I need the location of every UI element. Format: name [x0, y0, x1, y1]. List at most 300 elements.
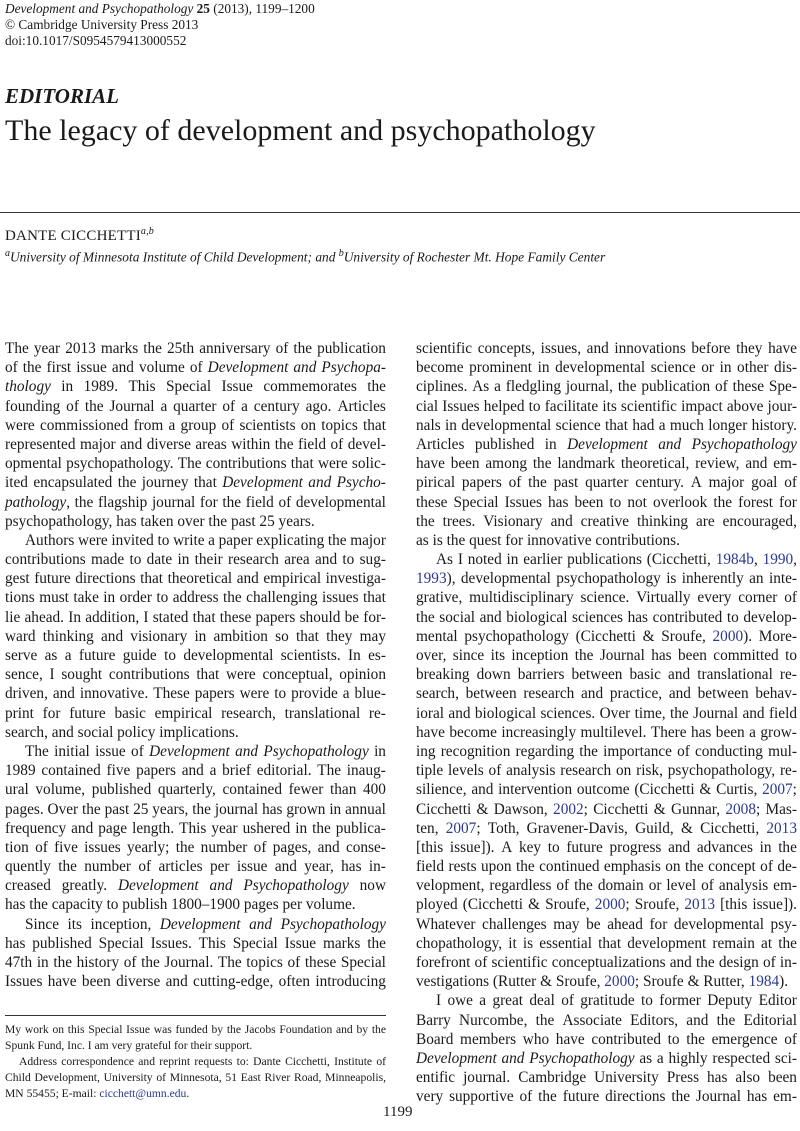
text-run: creative — [580, 512, 630, 530]
text-run: review, — [695, 455, 740, 473]
text-run: longer — [708, 416, 748, 434]
word-group — [627, 493, 647, 512]
word-group — [523, 550, 562, 569]
word-group — [182, 761, 204, 780]
citation-link[interactable]: 1984b — [715, 551, 754, 569]
text-run: and — [742, 704, 765, 722]
text-run: The — [25, 742, 49, 760]
word-group — [171, 895, 240, 914]
citation-link[interactable]: 1993 — [416, 570, 447, 588]
word-group — [489, 761, 502, 780]
text-line — [5, 857, 386, 876]
text-run: the — [538, 1088, 557, 1106]
text-run: history — [76, 954, 120, 971]
citation-link[interactable]: 2007 — [445, 819, 477, 837]
text-line — [5, 819, 386, 838]
word-group — [416, 915, 475, 934]
word-group — [71, 819, 93, 838]
word-group — [369, 857, 386, 876]
text-run: Whatever — [416, 915, 476, 933]
text-run: and — [581, 685, 604, 703]
word-group — [768, 742, 797, 761]
text-run: has — [627, 608, 649, 626]
word-group — [147, 435, 191, 454]
word-group — [139, 358, 185, 377]
text-run: Sroufe, — [555, 973, 601, 991]
text-run: of — [278, 493, 292, 511]
text-run: publica- — [335, 819, 386, 837]
text-run: a — [479, 992, 487, 1010]
text-run: Journal — [109, 397, 155, 415]
citation-link[interactable]: 2008 — [725, 800, 756, 818]
word-group — [696, 1087, 741, 1106]
text-run: scientific — [491, 954, 548, 971]
citation-link[interactable]: 1990 — [762, 551, 794, 569]
citation-link[interactable]: 2000 — [712, 627, 744, 645]
text-run: past — [553, 474, 579, 492]
word-group — [686, 1011, 708, 1030]
text-run: Deputy — [707, 992, 753, 1010]
word-group — [591, 1030, 661, 1049]
text-line — [416, 1087, 797, 1106]
text-run: ahead. — [24, 608, 65, 626]
text-line — [416, 377, 797, 396]
text-run: research — [228, 551, 279, 569]
author-affiliation-marks: a,b — [140, 226, 155, 237]
word-group — [360, 876, 386, 895]
word-group — [453, 646, 484, 665]
word-group — [442, 397, 479, 416]
text-run: the — [532, 455, 552, 473]
text-line — [5, 761, 386, 780]
text-run: essential — [539, 934, 592, 952]
word-group — [643, 972, 684, 991]
word-group — [91, 915, 152, 934]
text-run: or — [648, 877, 662, 895]
word-group — [561, 991, 574, 1010]
text-run: key — [518, 838, 542, 856]
word-group — [416, 761, 443, 780]
text-run: and — [586, 340, 609, 357]
text-run: addition, — [85, 608, 140, 626]
text-line — [5, 435, 386, 454]
text-run: and — [668, 666, 691, 684]
text-run: entific — [416, 1069, 456, 1087]
text-run: vestigations — [416, 973, 490, 991]
text-run: The — [317, 762, 342, 780]
word-group — [75, 493, 94, 512]
word-group — [670, 704, 689, 723]
text-run: of — [123, 954, 137, 971]
word-group — [173, 531, 204, 550]
journal-title-italic: Psychopathology — [691, 435, 797, 453]
text-run: I — [49, 666, 55, 684]
text-run: in — [719, 359, 732, 377]
word-group — [5, 761, 36, 780]
word-group — [449, 1087, 514, 1106]
word-group — [192, 800, 211, 819]
text-run: over — [177, 512, 205, 530]
word-group — [433, 531, 443, 550]
word-group — [447, 531, 466, 550]
text-run: Special — [232, 934, 278, 952]
text-run: a — [168, 416, 176, 434]
word-group — [5, 512, 112, 531]
text-run: conse- — [345, 838, 386, 856]
text-run: inte- — [768, 570, 797, 588]
citation-link[interactable]: 2013 — [766, 819, 797, 837]
word-group — [618, 377, 637, 396]
word-group — [548, 838, 560, 857]
word-group — [164, 953, 213, 972]
word-group — [563, 1087, 600, 1106]
journal-title-italic: Development — [159, 915, 241, 933]
word-group — [566, 377, 613, 396]
text-run: were — [239, 685, 270, 703]
text-run: over, — [416, 647, 447, 664]
word-group — [527, 531, 592, 550]
word-group — [416, 435, 464, 454]
text-run: Issue — [221, 378, 253, 396]
text-run: a — [241, 397, 248, 415]
text-run: psy- — [770, 915, 797, 933]
text-run: to — [156, 589, 169, 607]
text-run: year — [211, 819, 238, 837]
word-group — [140, 512, 173, 531]
text-run: ing — [416, 742, 436, 760]
text-run: has — [651, 647, 672, 664]
word-group — [671, 1087, 690, 1106]
text-run: deal — [529, 992, 555, 1010]
affiliation-a: University of Minnesota Institute of Child Development; and — [10, 249, 339, 265]
text-run: Over — [47, 800, 79, 818]
text-run: issue]). — [752, 896, 797, 914]
text-run: tions — [5, 589, 35, 607]
footnote-rule — [5, 1015, 386, 1016]
text-run: Special — [98, 934, 144, 952]
text-line — [5, 454, 386, 473]
citation-link[interactable]: 2013 — [684, 896, 715, 914]
text-run: This — [128, 378, 156, 396]
citation-link[interactable]: 2007 — [762, 781, 793, 799]
text-run: Issues — [5, 973, 43, 991]
text-run: issues — [84, 838, 121, 856]
word-group — [768, 1068, 797, 1087]
word-group — [286, 800, 325, 819]
text-run: psychopathology — [464, 627, 569, 645]
word-group — [133, 800, 148, 819]
word-group — [688, 972, 700, 991]
text-line — [416, 761, 797, 780]
text-run: the — [53, 954, 73, 971]
word-group — [323, 934, 360, 953]
word-group — [326, 627, 352, 646]
text-run: psychopathology, — [667, 762, 776, 780]
citation-link[interactable]: 2002 — [553, 800, 584, 818]
word-group — [501, 1049, 524, 1068]
word-group — [367, 377, 386, 396]
text-line — [5, 800, 386, 819]
text-run: have — [47, 973, 77, 991]
word-group — [341, 857, 361, 876]
text-run: to — [157, 531, 170, 549]
text-line — [416, 723, 797, 742]
citation-link[interactable]: 2000 — [604, 973, 635, 991]
text-line — [416, 416, 797, 435]
text-run: the — [416, 608, 435, 626]
text-run: since — [452, 647, 485, 664]
text-run: invited — [111, 531, 154, 549]
text-run: group — [180, 416, 217, 434]
word-group — [416, 608, 435, 627]
word-group — [341, 953, 386, 972]
text-run: inception, — [90, 915, 152, 933]
text-run: Press — [666, 1069, 700, 1087]
word-group — [79, 646, 116, 665]
text-run: in — [103, 589, 116, 607]
word-group — [68, 608, 81, 627]
word-group — [85, 608, 139, 627]
text-run: has — [341, 858, 362, 876]
text-run: 400 — [362, 781, 386, 799]
text-run: ployed — [416, 896, 458, 914]
text-run: directions — [75, 570, 136, 588]
text-run: of — [715, 378, 728, 396]
text-line — [5, 665, 386, 684]
text-run: ; — [634, 973, 640, 991]
word-group — [603, 742, 672, 761]
text-line — [5, 473, 386, 492]
text-run: explicating — [256, 531, 325, 549]
word-group — [337, 397, 385, 416]
word-group — [246, 493, 274, 512]
word-group — [138, 857, 151, 876]
word-group — [759, 627, 797, 646]
word-group — [416, 742, 436, 761]
word-group — [73, 588, 98, 607]
word-group — [634, 780, 694, 799]
word-group — [575, 646, 594, 665]
text-line — [5, 972, 386, 991]
word-group — [231, 435, 270, 454]
word-group — [194, 627, 206, 646]
word-group — [416, 780, 467, 799]
text-run: em- — [773, 877, 797, 895]
text-run: the — [367, 934, 386, 952]
text-run: the — [713, 493, 733, 511]
text-run: contributed — [652, 608, 723, 626]
word-group — [548, 493, 568, 512]
word-group — [505, 493, 542, 512]
text-run: diverse — [146, 435, 191, 453]
text-run: Special — [340, 954, 386, 971]
text-run: issues, — [540, 340, 582, 357]
text-run: ten, — [416, 819, 439, 837]
text-run: been — [715, 723, 745, 741]
word-group — [585, 473, 628, 492]
text-run: of — [760, 858, 773, 876]
word-group — [77, 953, 120, 972]
word-group — [257, 761, 312, 780]
text-run: Authors — [25, 531, 75, 549]
text-line — [416, 608, 797, 627]
word-group — [594, 1068, 659, 1087]
text-run: analysis — [718, 877, 769, 895]
text-run: This — [179, 819, 207, 837]
word-group — [130, 627, 187, 646]
word-group — [727, 397, 764, 416]
text-run: the — [327, 531, 347, 549]
word-group — [557, 454, 615, 473]
text-run: to — [129, 551, 142, 569]
word-group — [315, 972, 386, 991]
text-run: length. — [132, 819, 175, 837]
word-group — [716, 550, 758, 569]
text-run: Issue — [284, 934, 317, 952]
text-run: contributions. — [595, 531, 680, 549]
word-group — [580, 991, 634, 1010]
word-group — [666, 876, 696, 895]
text-run: as — [416, 531, 429, 549]
word-group — [48, 972, 77, 991]
word-group — [221, 416, 234, 435]
text-run: [this — [720, 896, 748, 914]
text-run: risk, — [636, 762, 663, 780]
text-run: year — [33, 340, 61, 357]
text-run: and — [111, 359, 134, 377]
email-link[interactable]: cicchett@umn.edu — [99, 1087, 187, 1100]
text-run: annual — [345, 800, 386, 818]
word-group — [196, 665, 219, 684]
word-group — [218, 953, 242, 972]
word-group — [326, 569, 386, 588]
word-group — [241, 397, 248, 416]
text-run: The — [217, 954, 242, 971]
text-run: Sroufe, — [634, 896, 680, 914]
word-group — [5, 972, 42, 991]
word-group — [610, 838, 662, 857]
text-run: in — [445, 416, 457, 434]
word-group — [65, 339, 96, 358]
text-run: order — [119, 589, 152, 607]
word-group — [82, 800, 101, 819]
article-title: The legacy of development and psychopathology — [5, 114, 596, 147]
word-group — [651, 723, 687, 742]
text-run: first — [46, 359, 72, 377]
journal-title-italic: and — [209, 877, 233, 895]
word-group — [66, 397, 79, 416]
word-group — [441, 742, 511, 761]
citation-link[interactable]: 2000 — [594, 896, 626, 914]
journal-title-italic: Development — [117, 877, 199, 895]
word-group — [262, 800, 282, 819]
text-run: century — [253, 397, 300, 415]
text-run: of — [5, 359, 18, 377]
text-run: these — [219, 608, 252, 626]
word-group — [540, 704, 595, 723]
text-run: have — [416, 723, 445, 741]
text-run: their — [194, 551, 223, 569]
word-group — [263, 377, 356, 396]
journal-title-italic: Development — [567, 435, 648, 453]
word-group — [443, 512, 476, 531]
word-group — [511, 646, 568, 665]
text-run: of — [330, 435, 344, 453]
text-run: Sroufe, — [661, 627, 706, 645]
doi[interactable]: doi:10.1017/S0954579413000552 — [5, 33, 187, 48]
word-group — [436, 550, 453, 569]
text-run: and — [448, 704, 471, 722]
word-group — [336, 819, 386, 838]
text-run: of — [488, 762, 502, 780]
word-group — [25, 608, 65, 627]
text-run: volume, — [35, 781, 86, 799]
word-group — [725, 800, 760, 819]
text-run: has — [746, 1088, 768, 1106]
word-group — [481, 857, 512, 876]
text-run: empirical — [263, 570, 322, 588]
word-group — [448, 704, 470, 723]
text-line — [5, 339, 386, 358]
journal-title-italic: Psychopathology — [529, 1049, 635, 1067]
word-group — [416, 416, 441, 435]
text-run: number — [84, 858, 132, 876]
word-group — [298, 435, 326, 454]
text-run: were — [225, 666, 256, 684]
text-run: in — [295, 819, 308, 837]
word-group — [5, 800, 44, 819]
word-group — [553, 800, 588, 819]
word-group — [506, 377, 561, 396]
text-run: also — [735, 1069, 761, 1087]
citation-link[interactable]: 1984 — [748, 973, 780, 991]
text-run: research, — [221, 704, 276, 722]
word-group — [533, 454, 552, 473]
text-run: were — [77, 531, 108, 549]
word-group — [761, 934, 772, 953]
journal-title-italic: Psychopathology — [263, 742, 369, 760]
text-run: to — [106, 896, 119, 914]
word-group — [621, 454, 689, 473]
word-group — [713, 627, 753, 646]
word-group — [275, 857, 297, 876]
text-run: sug- — [359, 551, 386, 569]
word-group — [567, 550, 642, 569]
word-group — [416, 1049, 497, 1068]
word-group — [668, 665, 690, 684]
word-group — [538, 358, 550, 377]
text-line — [416, 819, 797, 838]
text-run: taken — [140, 512, 174, 530]
journal-title-italic: and — [249, 915, 273, 933]
text-run: take — [73, 589, 99, 607]
text-run: and — [165, 973, 188, 991]
word-group — [536, 1011, 555, 1030]
text-line — [416, 512, 797, 531]
text-line — [5, 876, 386, 895]
word-group — [254, 838, 267, 857]
text-run: & — [653, 800, 666, 818]
text-run: Board — [416, 1030, 454, 1048]
word-group — [68, 915, 82, 934]
text-run: has — [5, 934, 26, 952]
word-group — [5, 473, 28, 492]
word-group — [275, 435, 294, 454]
text-run: these — [416, 493, 448, 511]
word-group — [604, 972, 639, 991]
text-run: a — [64, 647, 72, 664]
text-run: field — [416, 858, 445, 876]
